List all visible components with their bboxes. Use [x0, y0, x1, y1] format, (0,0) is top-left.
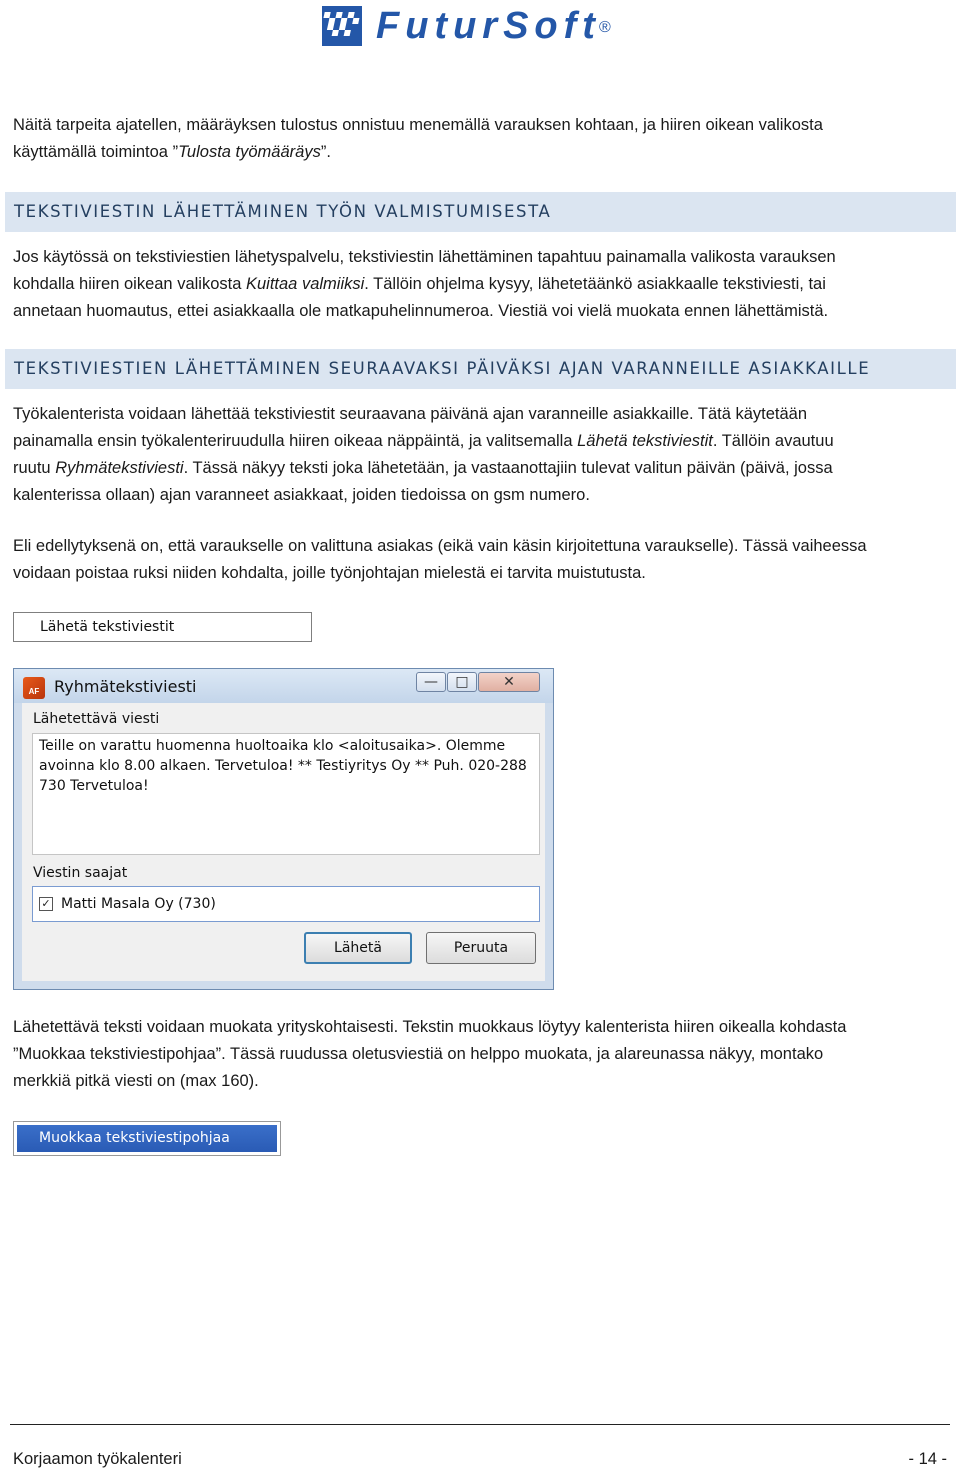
- close-icon[interactable]: ✕: [478, 672, 540, 692]
- text-line: merkkiä pitkä viesti on (max 160).: [13, 1072, 259, 1090]
- text-span: . Tällöin avautuu: [712, 432, 834, 450]
- text-line: Lähetettävä teksti voidaan muokata yrityskohtaisesti. Tekstin muokkaus löytyy kalenterista hiiren oikealla kohdasta: [13, 1018, 847, 1036]
- text-span: ruutu: [13, 459, 56, 477]
- text-line: annetaan huomautus, ettei asiakkaalla ole matkapuhelinnumeroa. Viestiä voi vielä muokata ennen lähettämistä.: [13, 302, 829, 320]
- brand-logo: [322, 4, 611, 48]
- italic-command: Tulosta työmääräys: [178, 143, 321, 161]
- dialog-titlebar: [14, 669, 553, 703]
- recipient-name: Matti Masala Oy (730): [61, 896, 216, 912]
- recipient-note-paragraph: [13, 533, 943, 587]
- text-span: ”.: [320, 143, 331, 161]
- text-span: kohdalla hiiren oikean valikosta: [13, 275, 246, 293]
- minimize-icon[interactable]: —: [416, 672, 446, 692]
- registered-mark: ®: [598, 19, 611, 36]
- text-line: Eli edellytyksenä on, että varaukselle on valittuna asiakas (eikä vain käsin kirjoitettuna varaukselle). Tässä vaiheessa: [13, 537, 867, 555]
- sms-next-day-paragraph: [13, 401, 943, 509]
- recipient-checkbox[interactable]: ✓: [39, 897, 53, 911]
- recipients-group-label: Viestin saajat: [33, 865, 128, 881]
- text-span: painamalla ensin työkalenteriruudulla hiiren oikeaa näppäintä, ja valitsemalla: [13, 432, 578, 450]
- template-edit-paragraph: [13, 1014, 943, 1095]
- recipients-list: [32, 886, 540, 922]
- cancel-button[interactable]: Peruuta: [426, 932, 536, 964]
- send-button[interactable]: Lähetä: [304, 932, 412, 964]
- message-group-label: Lähetettävä viesti: [33, 711, 160, 727]
- text-line: kalenterissa ollaan) ajan varanneet asiakkaat, joiden tiedoissa on gsm numero.: [13, 486, 590, 504]
- text-line: [13, 428, 943, 455]
- italic-command: Lähetä tekstiviestit: [577, 432, 713, 450]
- text-line: [13, 271, 943, 298]
- sms-completion-paragraph: [13, 244, 943, 325]
- menu-item-send-sms[interactable]: Lähetä tekstiviestit: [13, 612, 312, 642]
- text-span: käyttämällä toimintoa ”: [13, 143, 179, 161]
- text-line: Näitä tarpeita ajatellen, määräyksen tulostus onnistuu menemällä varauksen kohtaan, ja hiiren oikean valikosta: [13, 116, 823, 134]
- text-line: voidaan poistaa ruksi niiden kohdalta, joille työnjohtajan mielestä ei tarvita muistutusta.: [13, 564, 646, 582]
- text-span: . Tällöin ohjelma kysyy, lähetetäänkö asiakkaalle tekstiviesti, tai: [364, 275, 826, 293]
- checkered-flag-icon: [322, 6, 362, 46]
- menu-item-edit-sms-template[interactable]: [13, 1121, 281, 1156]
- section-heading-sms-next-day: TEKSTIVIESTIEN LÄHETTÄMINEN SEURAAVAKSI PÄIVÄKSI AJAN VARANNEILLE ASIAKKAILLE: [5, 349, 956, 389]
- group-sms-dialog: [13, 668, 554, 990]
- footer-title: Korjaamon työkalenteri: [13, 1450, 182, 1468]
- app-icon: AF: [23, 677, 45, 699]
- message-textarea[interactable]: Teille on varattu huomenna huoltoaika klo <aloitusaika>. Olemme avoinna klo 8.00 alkaen. Tervetuloa! ** Testiyritys Oy ** Puh. 020-288 730 Tervetuloa!: [32, 733, 540, 855]
- text-line: ”Muokkaa tekstiviestipohjaa”. Tässä ruudussa oletusviestiä on helppo muokata, ja alareunassa näkyy, montako: [13, 1045, 824, 1063]
- dialog-body: [22, 703, 545, 981]
- maximize-icon[interactable]: □: [447, 672, 477, 692]
- page-number: - 14 -: [908, 1450, 947, 1468]
- italic-command: Ryhmätekstiviesti: [55, 459, 184, 477]
- menu-item-label: Muokkaa tekstiviestipohjaa: [17, 1125, 277, 1152]
- italic-command: Kuittaa valmiiksi: [245, 275, 365, 293]
- brand-name: FuturSoft: [376, 4, 601, 47]
- text-line: Työkalenterista voidaan lähettää tekstiviestit seuraavana päivänä ajan varanneille asiakkaille. Tätä käytetään: [13, 405, 808, 423]
- text-span: . Tässä näkyy teksti joka lähetetään, ja vastaanottajiin tulevat valitun päivän (päivä, jossa: [183, 459, 833, 477]
- text-line: [13, 139, 943, 166]
- section-heading-sms-completion: TEKSTIVIESTIN LÄHETTÄMINEN TYÖN VALMISTUMISESTA: [5, 192, 956, 232]
- dialog-title: Ryhmätekstiviesti: [54, 677, 197, 696]
- text-line: Jos käytössä on tekstiviestien lähetyspalvelu, tekstiviestin lähettäminen tapahtuu painamalla valikosta varauksen: [13, 248, 836, 266]
- intro-paragraph: [13, 112, 943, 166]
- footer-divider: [10, 1424, 950, 1425]
- text-line: [13, 455, 943, 482]
